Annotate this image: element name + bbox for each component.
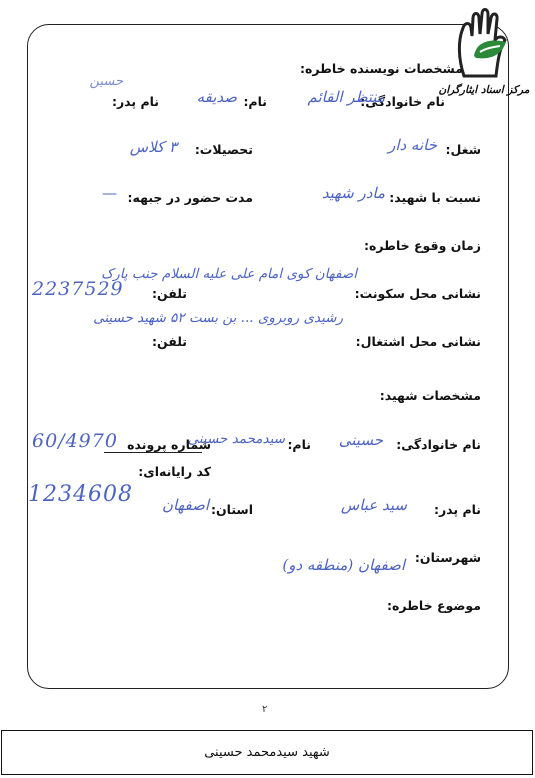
writer-education-value: ۳ کلاس: [129, 138, 177, 156]
logo-text: مرکز اسناد ایثارگران: [438, 84, 530, 96]
home-phone-value: 2237529: [32, 278, 124, 300]
memory-subject-label: موضوع خاطره:: [386, 598, 481, 613]
martyr-last-name-value: حسینی: [338, 431, 383, 449]
martyr-father-name-label: نام پدر:: [433, 502, 481, 517]
martyr-last-name-label: نام خانوادگی:: [396, 437, 481, 452]
writer-relation-value: مادر شهید: [321, 184, 385, 202]
city-value: اصفهان (منطقه دو): [282, 556, 405, 574]
file-number-label: شماره پرونده: [127, 437, 211, 452]
writer-job-value: خانه دار: [388, 136, 437, 154]
writer-front-duration-label: مدت حضور در جبهه:: [127, 190, 253, 205]
writer-relation-label: نسبت با شهید:: [389, 190, 481, 205]
caption-box: [1, 730, 533, 775]
work-address-label: نشانی محل اشتغال:: [355, 334, 481, 349]
file-number-line: [104, 452, 202, 453]
writer-front-duration-value: —: [102, 184, 117, 202]
province-label: استان:: [210, 502, 253, 517]
logo: [436, 6, 532, 106]
martyr-first-name-value: سیدمحمد حسینی: [187, 431, 285, 447]
page-number: ۲: [262, 704, 268, 715]
martyr-first-name-label: نام:: [287, 437, 311, 452]
work-phone-label: تلفن:: [151, 334, 187, 349]
caption-text: شهید سیدمحمد حسینی: [204, 745, 330, 760]
writer-first-name-value: صدیقه: [196, 88, 237, 106]
memory-time-label: زمان وقوع خاطره:: [364, 238, 481, 253]
home-address-line-2: رشیدی روبروی ... بن بست ۵۲ شهید حسینی: [93, 310, 343, 326]
form-frame: [27, 24, 509, 689]
computer-code-value: 1234608: [28, 482, 133, 507]
writer-last-name-label: نام خانوادگی:: [360, 94, 445, 109]
computer-code-label: کد رایانه‌ای:: [138, 464, 211, 479]
file-number-value: 60/4970: [32, 430, 118, 452]
home-phone-label: تلفن:: [151, 286, 187, 301]
hand-leaf-logo-icon: [454, 6, 516, 84]
writer-father-name-value: حسین: [89, 74, 123, 89]
martyr-section-heading: مشخصات شهید:: [379, 388, 481, 403]
home-address-line-1: اصفهان کوی امام علی علیه السلام جنب پارک: [101, 266, 357, 282]
city-label: شهرستان:: [414, 550, 481, 565]
writer-last-name-value: منتظر القائم: [307, 88, 385, 106]
writer-section-heading: مشخصات نویسنده خاطره:: [299, 61, 463, 76]
writer-job-label: شغل:: [445, 142, 481, 157]
martyr-father-name-value: سید عباس: [340, 496, 407, 514]
writer-education-label: تحصیلات:: [194, 142, 253, 157]
writer-first-name-label: نام:: [243, 94, 267, 109]
province-value: اصفهان: [162, 496, 209, 514]
writer-father-name-label: نام پدر:: [111, 94, 159, 109]
home-address-label: نشانی محل سکونت:: [354, 286, 481, 301]
